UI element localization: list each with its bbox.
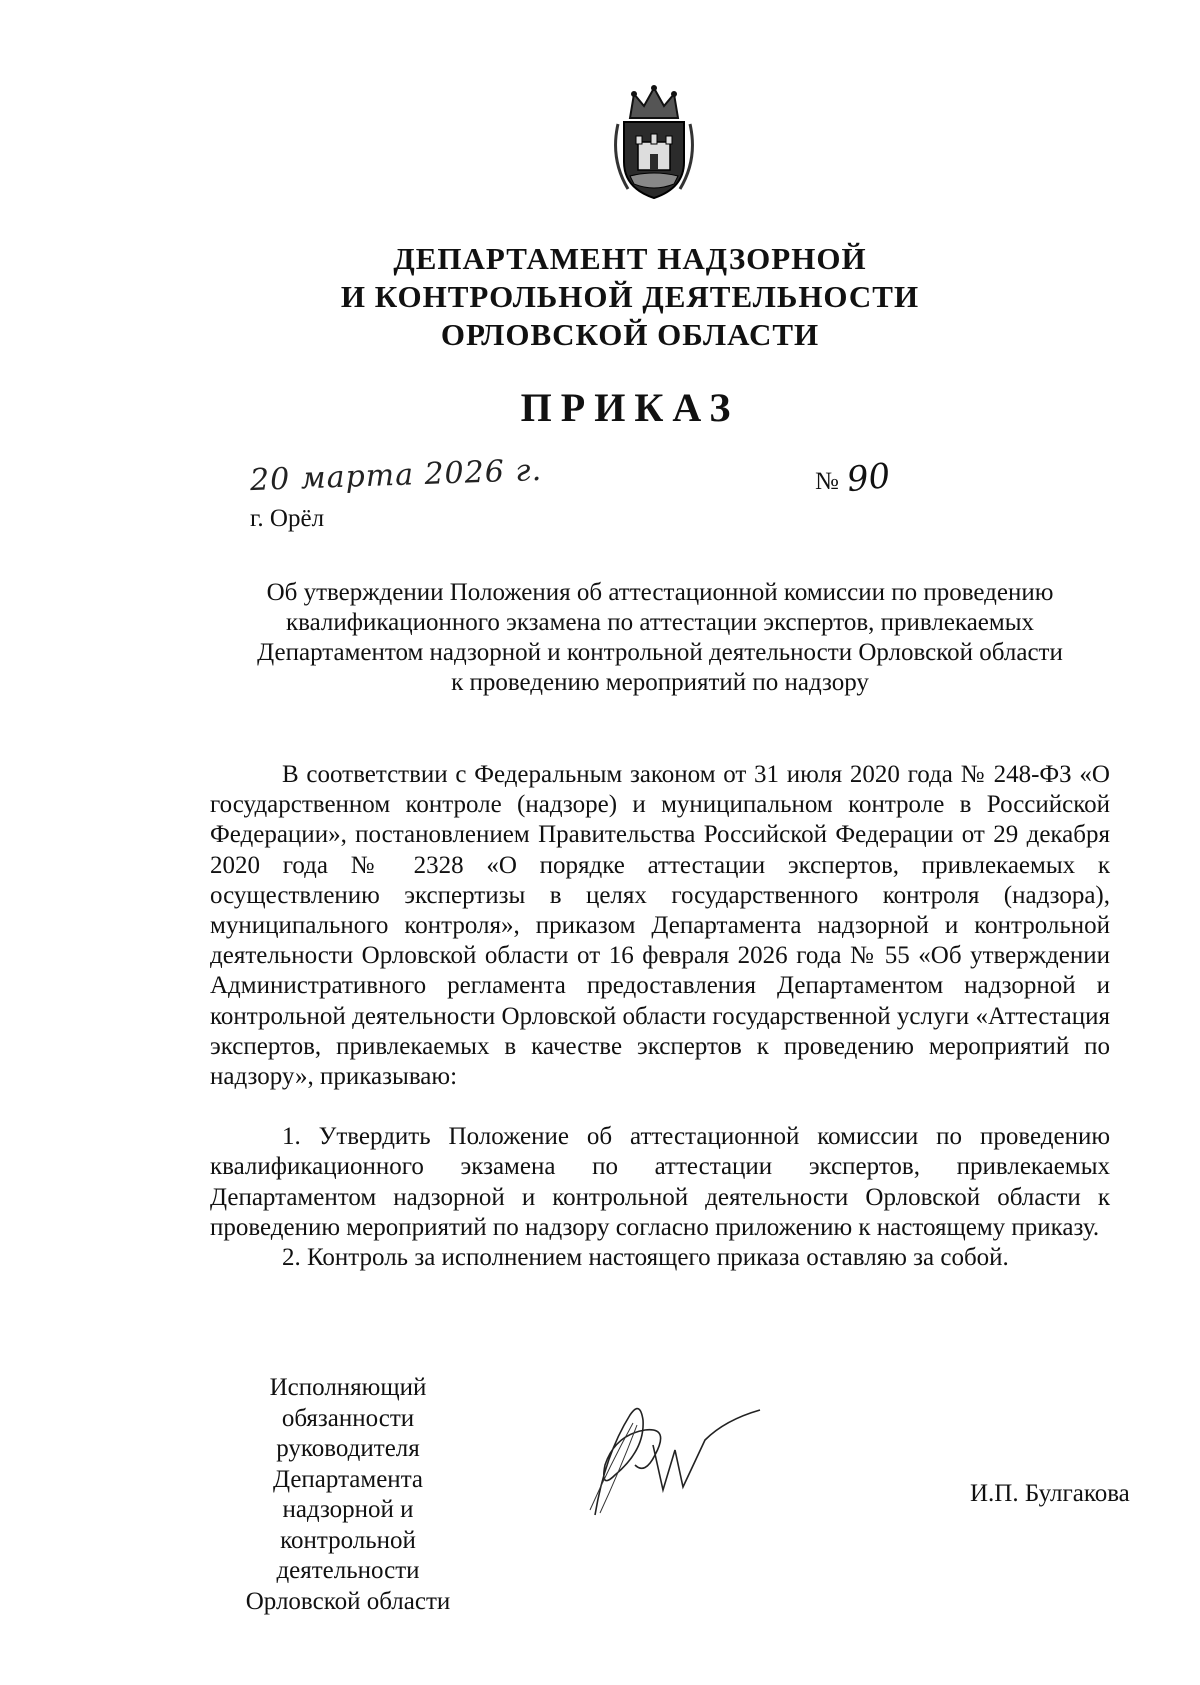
order-body [210,760,1110,1273]
subject-line-1: Об утверждении Положения об аттестационной комиссии по проведению [266,579,1054,606]
order-subject [210,578,1110,698]
org-line-1: ДЕПАРТАМЕНТ НАДЗОРНОЙ [393,241,867,276]
coat-of-arms-icon [608,84,700,202]
order-number [815,455,893,501]
handwritten-signature-icon [575,1395,775,1525]
handwritten-date: 20 марта 2026 г. [249,452,543,499]
number-sign: № [815,468,839,495]
position-line-2: обязанности [281,1404,415,1432]
position-line-3: руководителя [276,1435,420,1462]
signatory-position [228,1373,468,1617]
position-line-1: Исполняющий [269,1374,427,1401]
position-line-7: деятельности [276,1557,420,1584]
position-line-5: надзорной и [282,1496,414,1523]
document-type-title: ПРИКАЗ [520,385,740,430]
order-item-1: 1. Утвердить Положение об аттестационной комиссии по проведению квалификационного экзамена по аттестации экспертов, привлекаемых Департаментом надзорной и контрольной деятельности Орловской области к проведению мероприятий по надзору согласно приложению к настоящему приказу. [210,1123,1110,1241]
subject-line-3: Департаментом надзорной и контрольной деятельности Орловской области [257,639,1063,666]
handwritten-number: 90 [844,455,893,501]
org-line-3: ОРЛОВСКОЙ ОБЛАСТИ [440,317,820,352]
order-item-2: 2. Контроль за исполнением настоящего приказа оставляю за собой. [282,1244,1009,1272]
organization-name [250,240,1010,354]
city-label: г. Орёл [250,505,325,532]
preamble-paragraph: В соответствии с Федеральным законом от 31 июля 2020 года № 248-ФЗ «О государственном контроле (надзоре) и муниципальном контроле в Российской Федерации», постановлением Правительства Российской Федерации от 29 декабря 2020 года № 2328 «О порядке аттестации экспертов, привлекаемых к осуществлению экспертизы в целях государственного контроля (надзора), муниципального контроля», приказом Департамента надзорной и контрольной деятельности Орловской области от 16 февраля 2026 года № 55 «Об утверждении Административного регламента предоставления Департаментом надзорной и контрольной деятельности Орловской области государственной услуги «Аттестация экспертов, привлекаемых в качестве экспертов к проведению мероприятий по надзору», приказываю: [210,761,1110,1091]
subject-line-2: квалификационного экзамена по аттестации экспертов, привлекаемых [285,609,1035,636]
position-line-6: контрольной [280,1526,416,1554]
position-line-4: Департамента [272,1465,424,1493]
position-line-8: Орловской области [245,1587,451,1615]
org-line-2: И КОНТРОЛЬНОЙ ДЕЯТЕЛЬНОСТИ [340,279,920,314]
subject-line-4: к проведению мероприятий по надзору [451,669,869,696]
signer-name: И.П. Булгакова [970,1480,1130,1507]
